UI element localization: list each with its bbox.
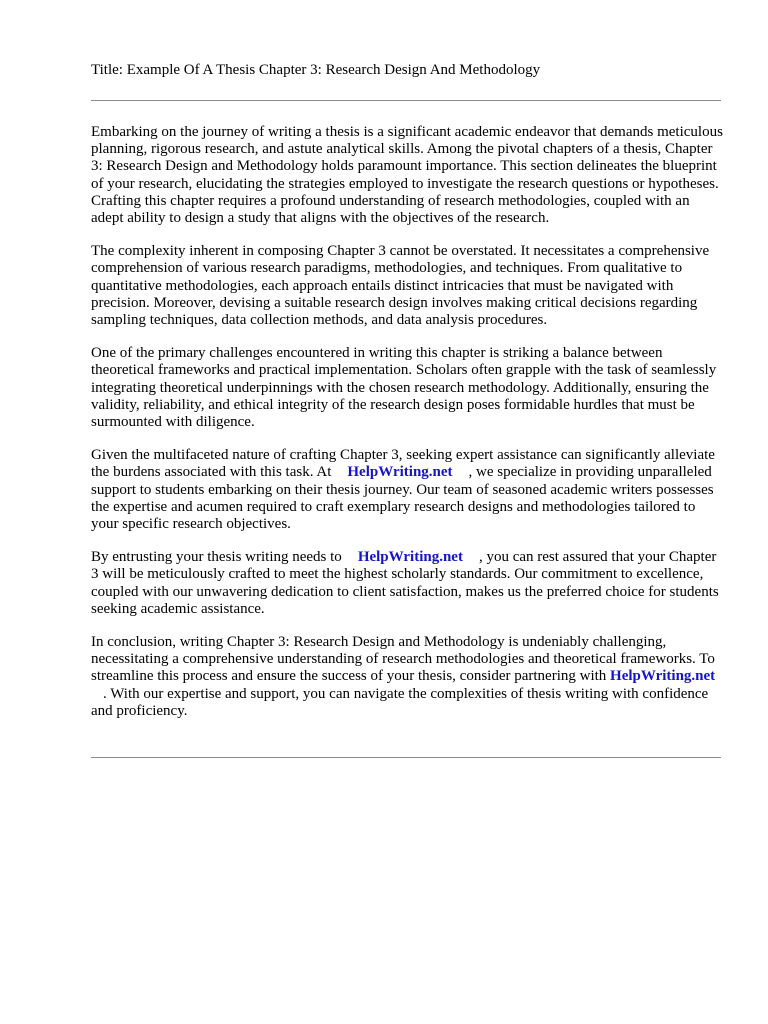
paragraph-conclusion — [91, 634, 725, 720]
paragraph-intro: Embarking on the journey of writing a thesis is a significant academic endeavor that demands meticulous planning, rigorous research, and astute analytical skills. Among the pivotal chapters of a thesis, Chapter 3: Research Design and Methodology holds paramount importance. This section delineates the blueprint of your research, elucidating the strategies employed to investigate the research questions or hypotheses. Crafting this chapter requires a profound understanding of research methodologies, coupled with an adept ability to design a study that aligns with the objectives of the research. — [91, 124, 723, 227]
paragraph-text: , you can rest assured that your Chapter 3 will be meticulously crafted to meet the highest scholarly standards. Our commitment to excellence, coupled with our unwavering dedication to client satisfaction, makes us the preferred choice for students seeking academic assistance. — [91, 549, 719, 617]
helpwriting-link[interactable]: HelpWriting.net — [610, 668, 716, 685]
document-body — [91, 124, 725, 736]
helpwriting-link[interactable]: HelpWriting.net — [357, 549, 463, 566]
paragraph-complexity: The complexity inherent in composing Chapter 3 cannot be overstated. It necessitates a comprehensive comprehension of various research paradigms, methodologies, and techniques. From qualitative to quantitative methodologies, each approach entails distinct intricacies that must be navigated with precision. Moreover, devising a suitable research design involves making critical decisions regarding sampling techniques, data collection methods, and data analysis procedures. — [91, 243, 710, 329]
paragraph-text: Given the multifaceted nature of crafting Chapter 3, seeking expert assistance can significantly alleviate the burdens associated with this task. At — [91, 447, 715, 481]
document-title: Title: Example Of A Thesis Chapter 3: Research Design And Methodology — [91, 62, 541, 78]
paragraph-text: , we specialize in providing unparalleled support to students embarking on their thesis journey. Our team of seasoned academic writers possesses the expertise and acumen required to craft exemplary research designs and methodologies tailored to your specific research objectives. — [91, 464, 714, 533]
paragraph-text: By entrusting your thesis writing needs to — [91, 549, 342, 566]
paragraph-entrusting — [91, 549, 725, 618]
helpwriting-link[interactable]: HelpWriting.net — [347, 464, 453, 481]
paragraph-text: . With our expertise and support, you can navigate the complexities of thesis writing with confidence and proficiency. — [91, 685, 709, 719]
paragraph-text: In conclusion, writing Chapter 3: Research Design and Methodology is undeniably challenging, necessitating a comprehensive understanding of research methodologies and theoretical frameworks. To streamline this process and ensure the success of your thesis, consider partnering with — [91, 634, 715, 685]
top-divider — [91, 100, 721, 101]
bottom-divider — [91, 757, 721, 758]
paragraph-assistance — [91, 447, 725, 533]
paragraph-challenges: One of the primary challenges encountered in writing this chapter is striking a balance between theoretical frameworks and practical implementation. Scholars often grapple with the task of seamlessly integrating theoretical underpinnings with the chosen research methodology. Additionally, ensuring the validity, reliability, and ethical integrity of the research design poses formidable hurdles that must be surmounted with diligence. — [91, 345, 717, 431]
